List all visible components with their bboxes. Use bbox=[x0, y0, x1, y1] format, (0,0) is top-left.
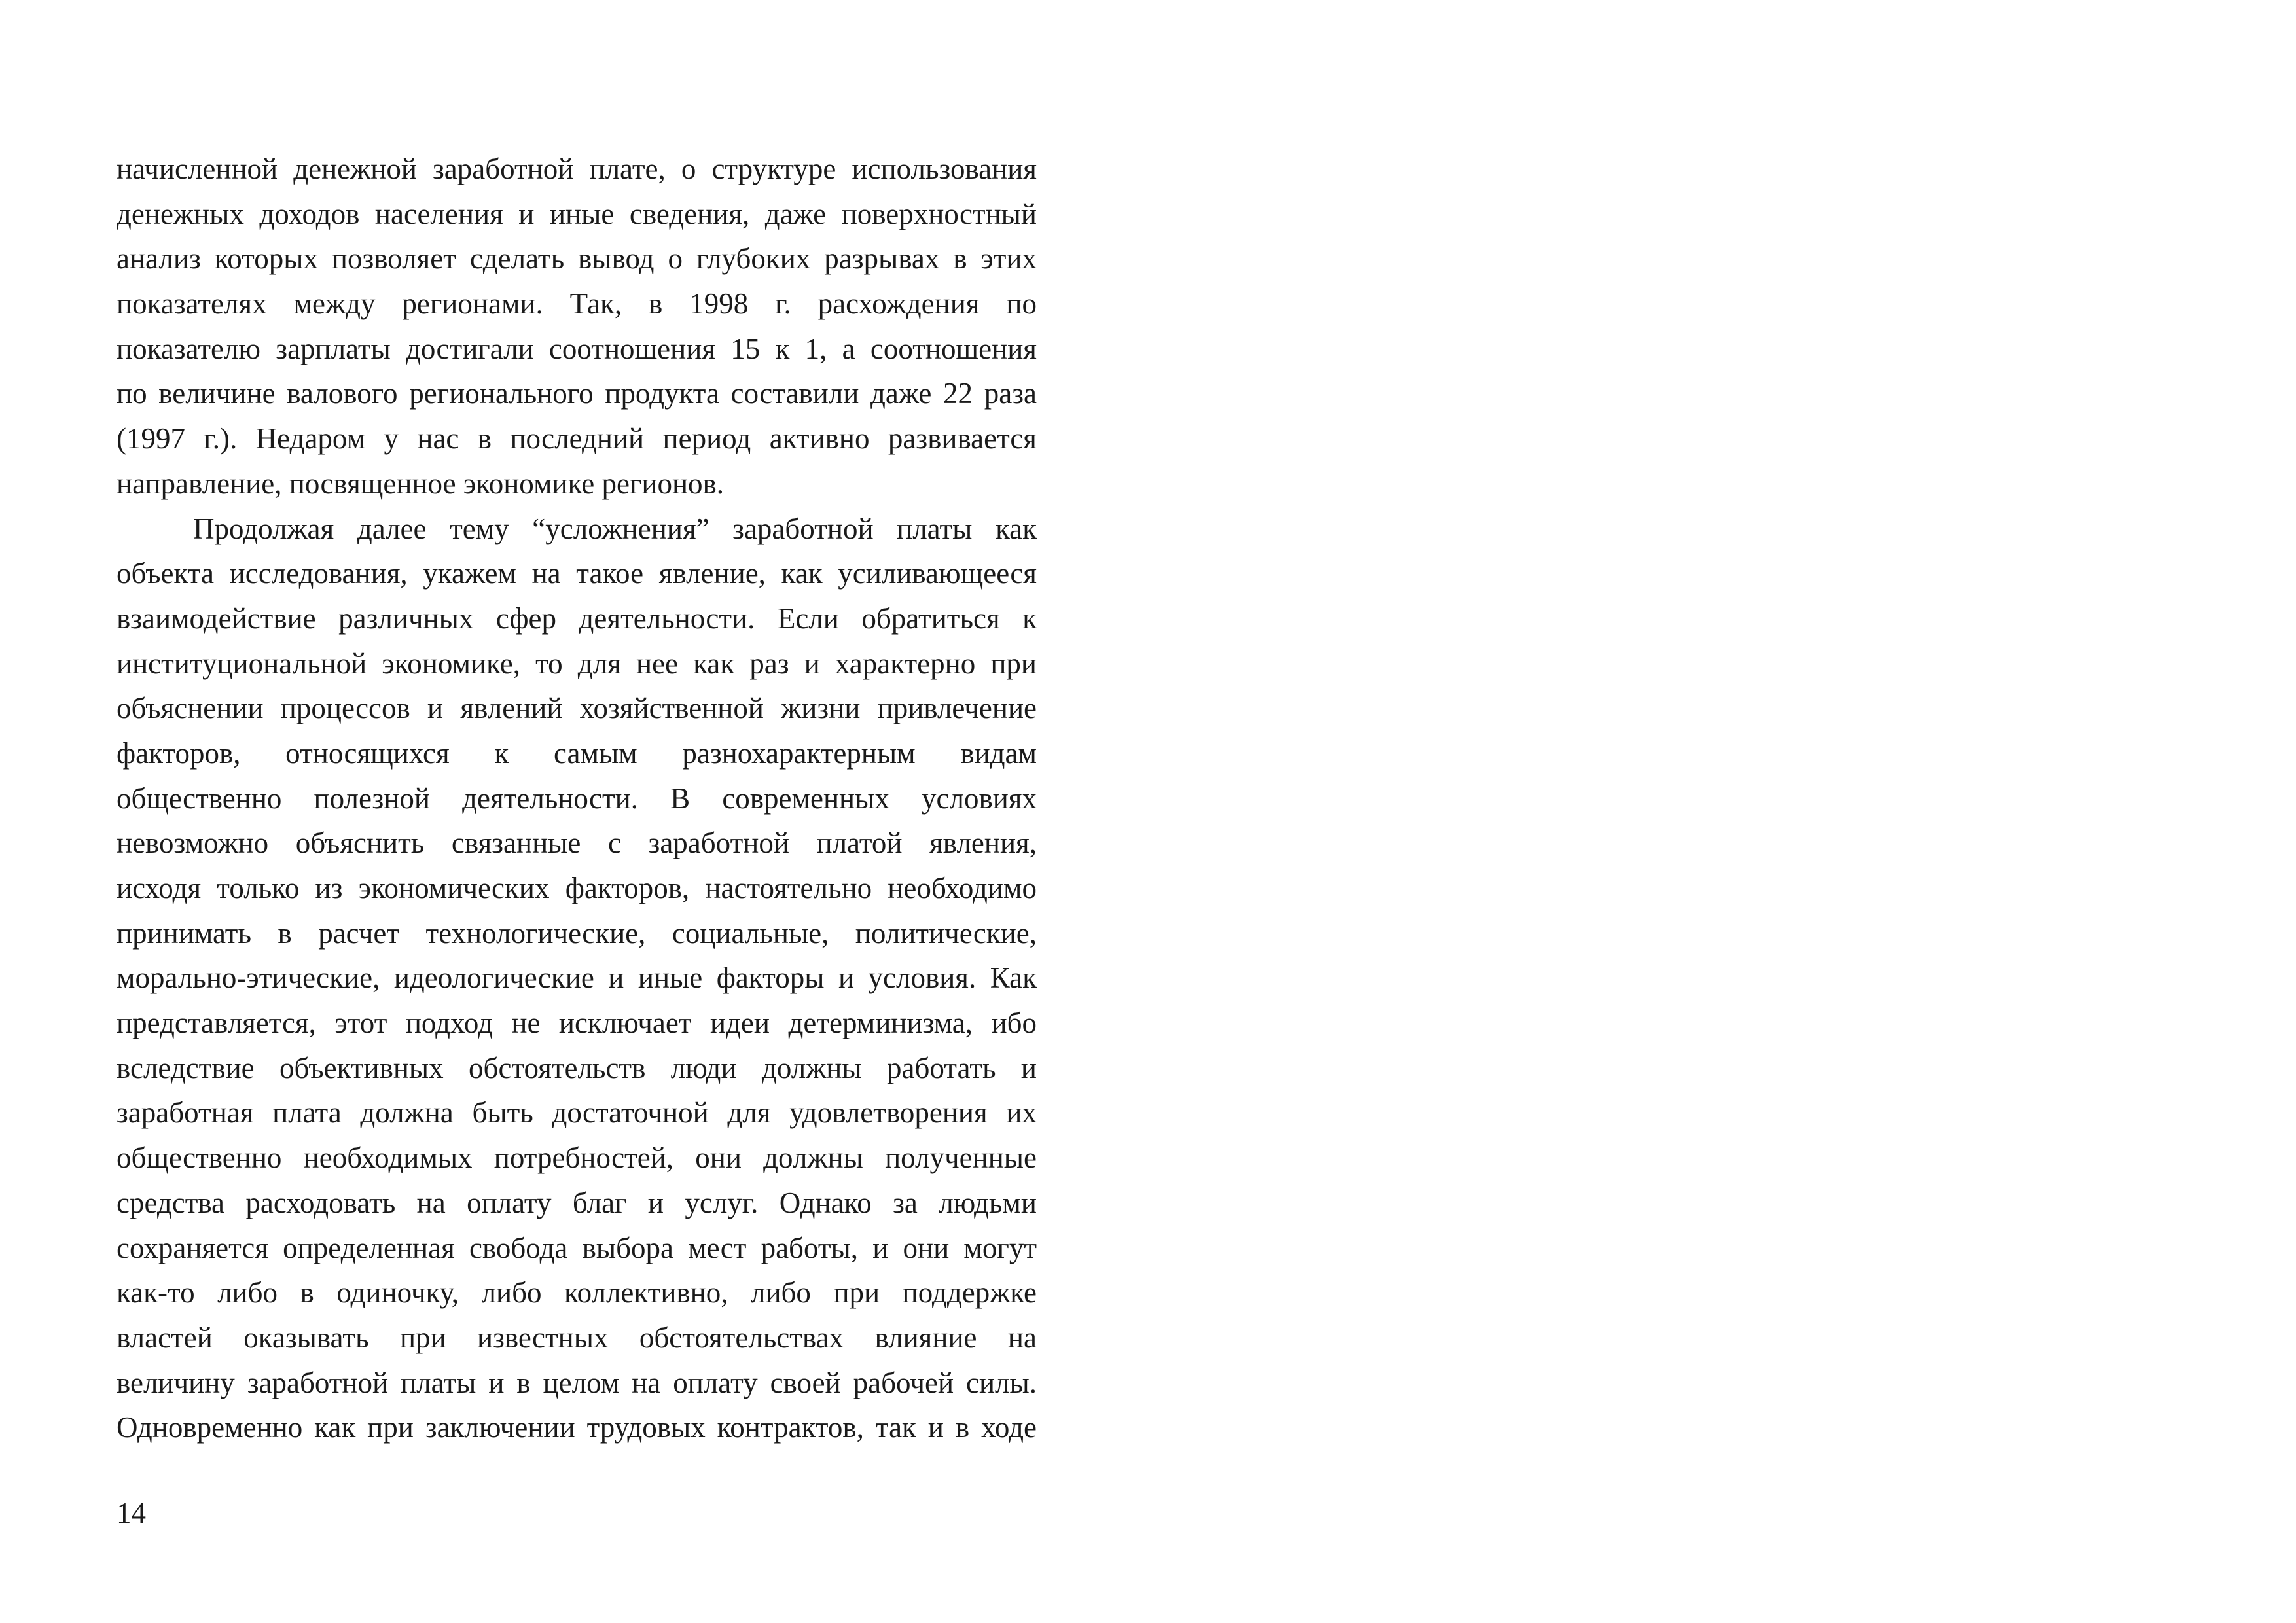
text-line: вследствие объективных обстоятельств люди должны работать и bbox=[117, 1051, 1037, 1084]
text-line: Продолжая далее тему “усложнения” заработной платы как bbox=[193, 512, 1037, 545]
text-line: начисленной денежной заработной плате, о структуре использования bbox=[117, 152, 1037, 185]
text-line: показателю зарплаты достигали соотношения 15 к 1, а соотношения bbox=[117, 332, 1037, 365]
text-line: властей оказывать при известных обстоятельствах влияние на bbox=[117, 1321, 1037, 1354]
text-line: представляется, этот подход не исключает идеи детерминизма, ибо bbox=[117, 1007, 1037, 1040]
text-line: институциональной экономике, то для нее как раз и характерно при bbox=[117, 647, 1037, 680]
text-line: величину заработной платы и в целом на оплату своей рабочей силы. bbox=[117, 1366, 1037, 1399]
text-line: исходя только из экономических факторов, настоятельно необходимо bbox=[117, 872, 1037, 904]
text-line: принимать в расчет технологические, социальные, политические, bbox=[117, 916, 1037, 950]
text-line: (1997 г.). Недаром у нас в последний период активно развивается bbox=[117, 422, 1037, 455]
text-line: общественно необходимых потребностей, они должны полученные bbox=[117, 1141, 1037, 1175]
text-line: взаимодействие различных сфер деятельности. Если обратиться к bbox=[117, 601, 1037, 635]
text-line: объяснении процессов и явлений хозяйственной жизни привлечение bbox=[117, 692, 1037, 725]
body-text bbox=[117, 147, 1037, 1450]
text-line: направление, посвященное экономике регионов. bbox=[117, 467, 725, 500]
text-line: общественно полезной деятельности. В современных условиях bbox=[117, 781, 1037, 815]
text-line: Одновременно как при заключении трудовых контрактов, так и в ходе bbox=[117, 1411, 1037, 1444]
text-line: заработная плата должна быть достаточной для удовлетворения их bbox=[117, 1096, 1037, 1130]
page-number: 14 bbox=[117, 1497, 146, 1529]
text-line: анализ которых позволяет сделать вывод о глубоких разрывах в этих bbox=[117, 242, 1037, 276]
text-line: средства расходовать на оплату благ и услуг. Однако за людьми bbox=[117, 1186, 1037, 1219]
text-line: денежных доходов населения и иные сведения, даже поверхностный bbox=[117, 197, 1037, 230]
text-line: факторов, относящихся к самым разнохарактерным видам bbox=[117, 736, 1037, 770]
text-line: объекта исследования, укажем на такое явление, как усиливающееся bbox=[117, 557, 1037, 590]
text-line: по величине валового регионального продукта составили даже 22 раза bbox=[117, 377, 1037, 410]
text-line: сохраняется определенная свобода выбора мест работы, и они могут bbox=[117, 1231, 1037, 1264]
text-line: невозможно объяснить связанные с заработной платой явления, bbox=[117, 827, 1037, 860]
text-line: морально-этические, идеологические и иные факторы и условия. Как bbox=[117, 961, 1037, 995]
text-line: показателях между регионами. Так, в 1998 г. расхождения по bbox=[117, 287, 1037, 321]
text-line: как-то либо в одиночку, либо коллективно, либо при поддержке bbox=[117, 1276, 1037, 1310]
